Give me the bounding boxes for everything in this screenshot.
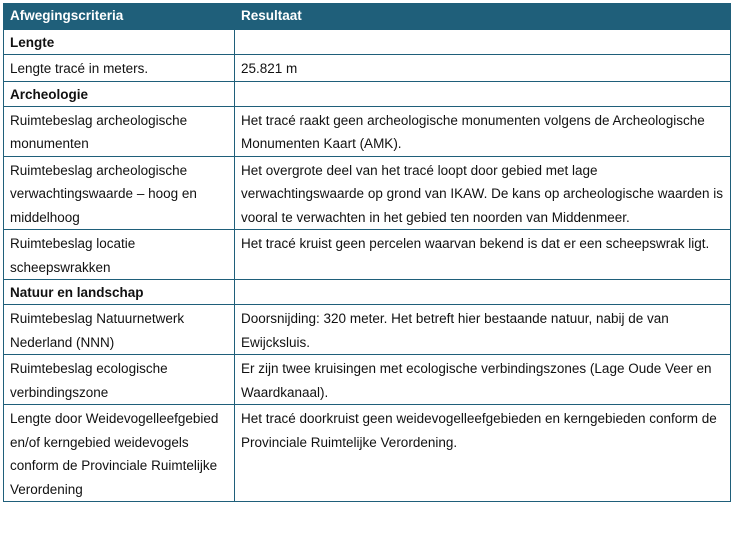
section-title: Lengte [4,30,235,55]
criterium-cell: Ruimtebeslag Natuurnetwerk Nederland (NNN) [4,305,235,355]
result-cell: Het tracé raakt geen archeologische monumenten volgens de Archeologische Monumenten Kaart (AMK). [235,106,731,156]
criteria-table [3,3,731,502]
criterium-cell: Ruimtebeslag locatie scheepswrakken [4,230,235,280]
section-row-lengte [4,30,731,55]
header-result: Resultaat [235,4,731,30]
result-cell: Doorsnijding: 320 meter. Het betreft hier bestaande natuur, nabij de van Ewijcksluis. [235,305,731,355]
header-criteria: Afwegingscriteria [4,4,235,30]
criterium-cell: Lengte door Weidevogelleefgebied en/of kerngebied weidevogels conform de Provinciale Ruimtelijke Verordening [4,405,235,502]
table-row [4,55,731,82]
criterium-cell: Ruimtebeslag archeologische verwachtingswaarde – hoog en middelhoog [4,156,235,230]
result-cell: 25.821 m [235,55,731,82]
result-cell: Het tracé kruist geen percelen waarvan bekend is dat er een scheepswrak ligt. [235,230,731,280]
section-row-archeologie [4,81,731,106]
result-cell: Het tracé doorkruist geen weidevogelleefgebieden en kerngebieden conform de Provinciale Ruimtelijke Verordening. [235,405,731,502]
result-cell: Het overgrote deel van het tracé loopt door gebied met lage verwachtingswaarde op grond van IKAW. De kans op archeologische waarden is vooral te verwachten in het gebied ten noorden van Middenmeer. [235,156,731,230]
section-title: Archeologie [4,81,235,106]
table-row [4,305,731,355]
section-empty-cell [235,280,731,305]
criterium-cell: Ruimtebeslag archeologische monumenten [4,106,235,156]
table-row [4,106,731,156]
section-empty-cell [235,30,731,55]
criterium-cell: Ruimtebeslag ecologische verbindingszone [4,355,235,405]
criterium-cell: Lengte tracé in meters. [4,55,235,82]
result-cell: Er zijn twee kruisingen met ecologische verbindingszones (Lage Oude Veer en Waardkanaal). [235,355,731,405]
table-row [4,355,731,405]
table-row [4,230,731,280]
section-empty-cell [235,81,731,106]
header-row [4,4,731,30]
section-row-natuur [4,280,731,305]
table-row [4,156,731,230]
section-title: Natuur en landschap [4,280,235,305]
table-row [4,405,731,502]
